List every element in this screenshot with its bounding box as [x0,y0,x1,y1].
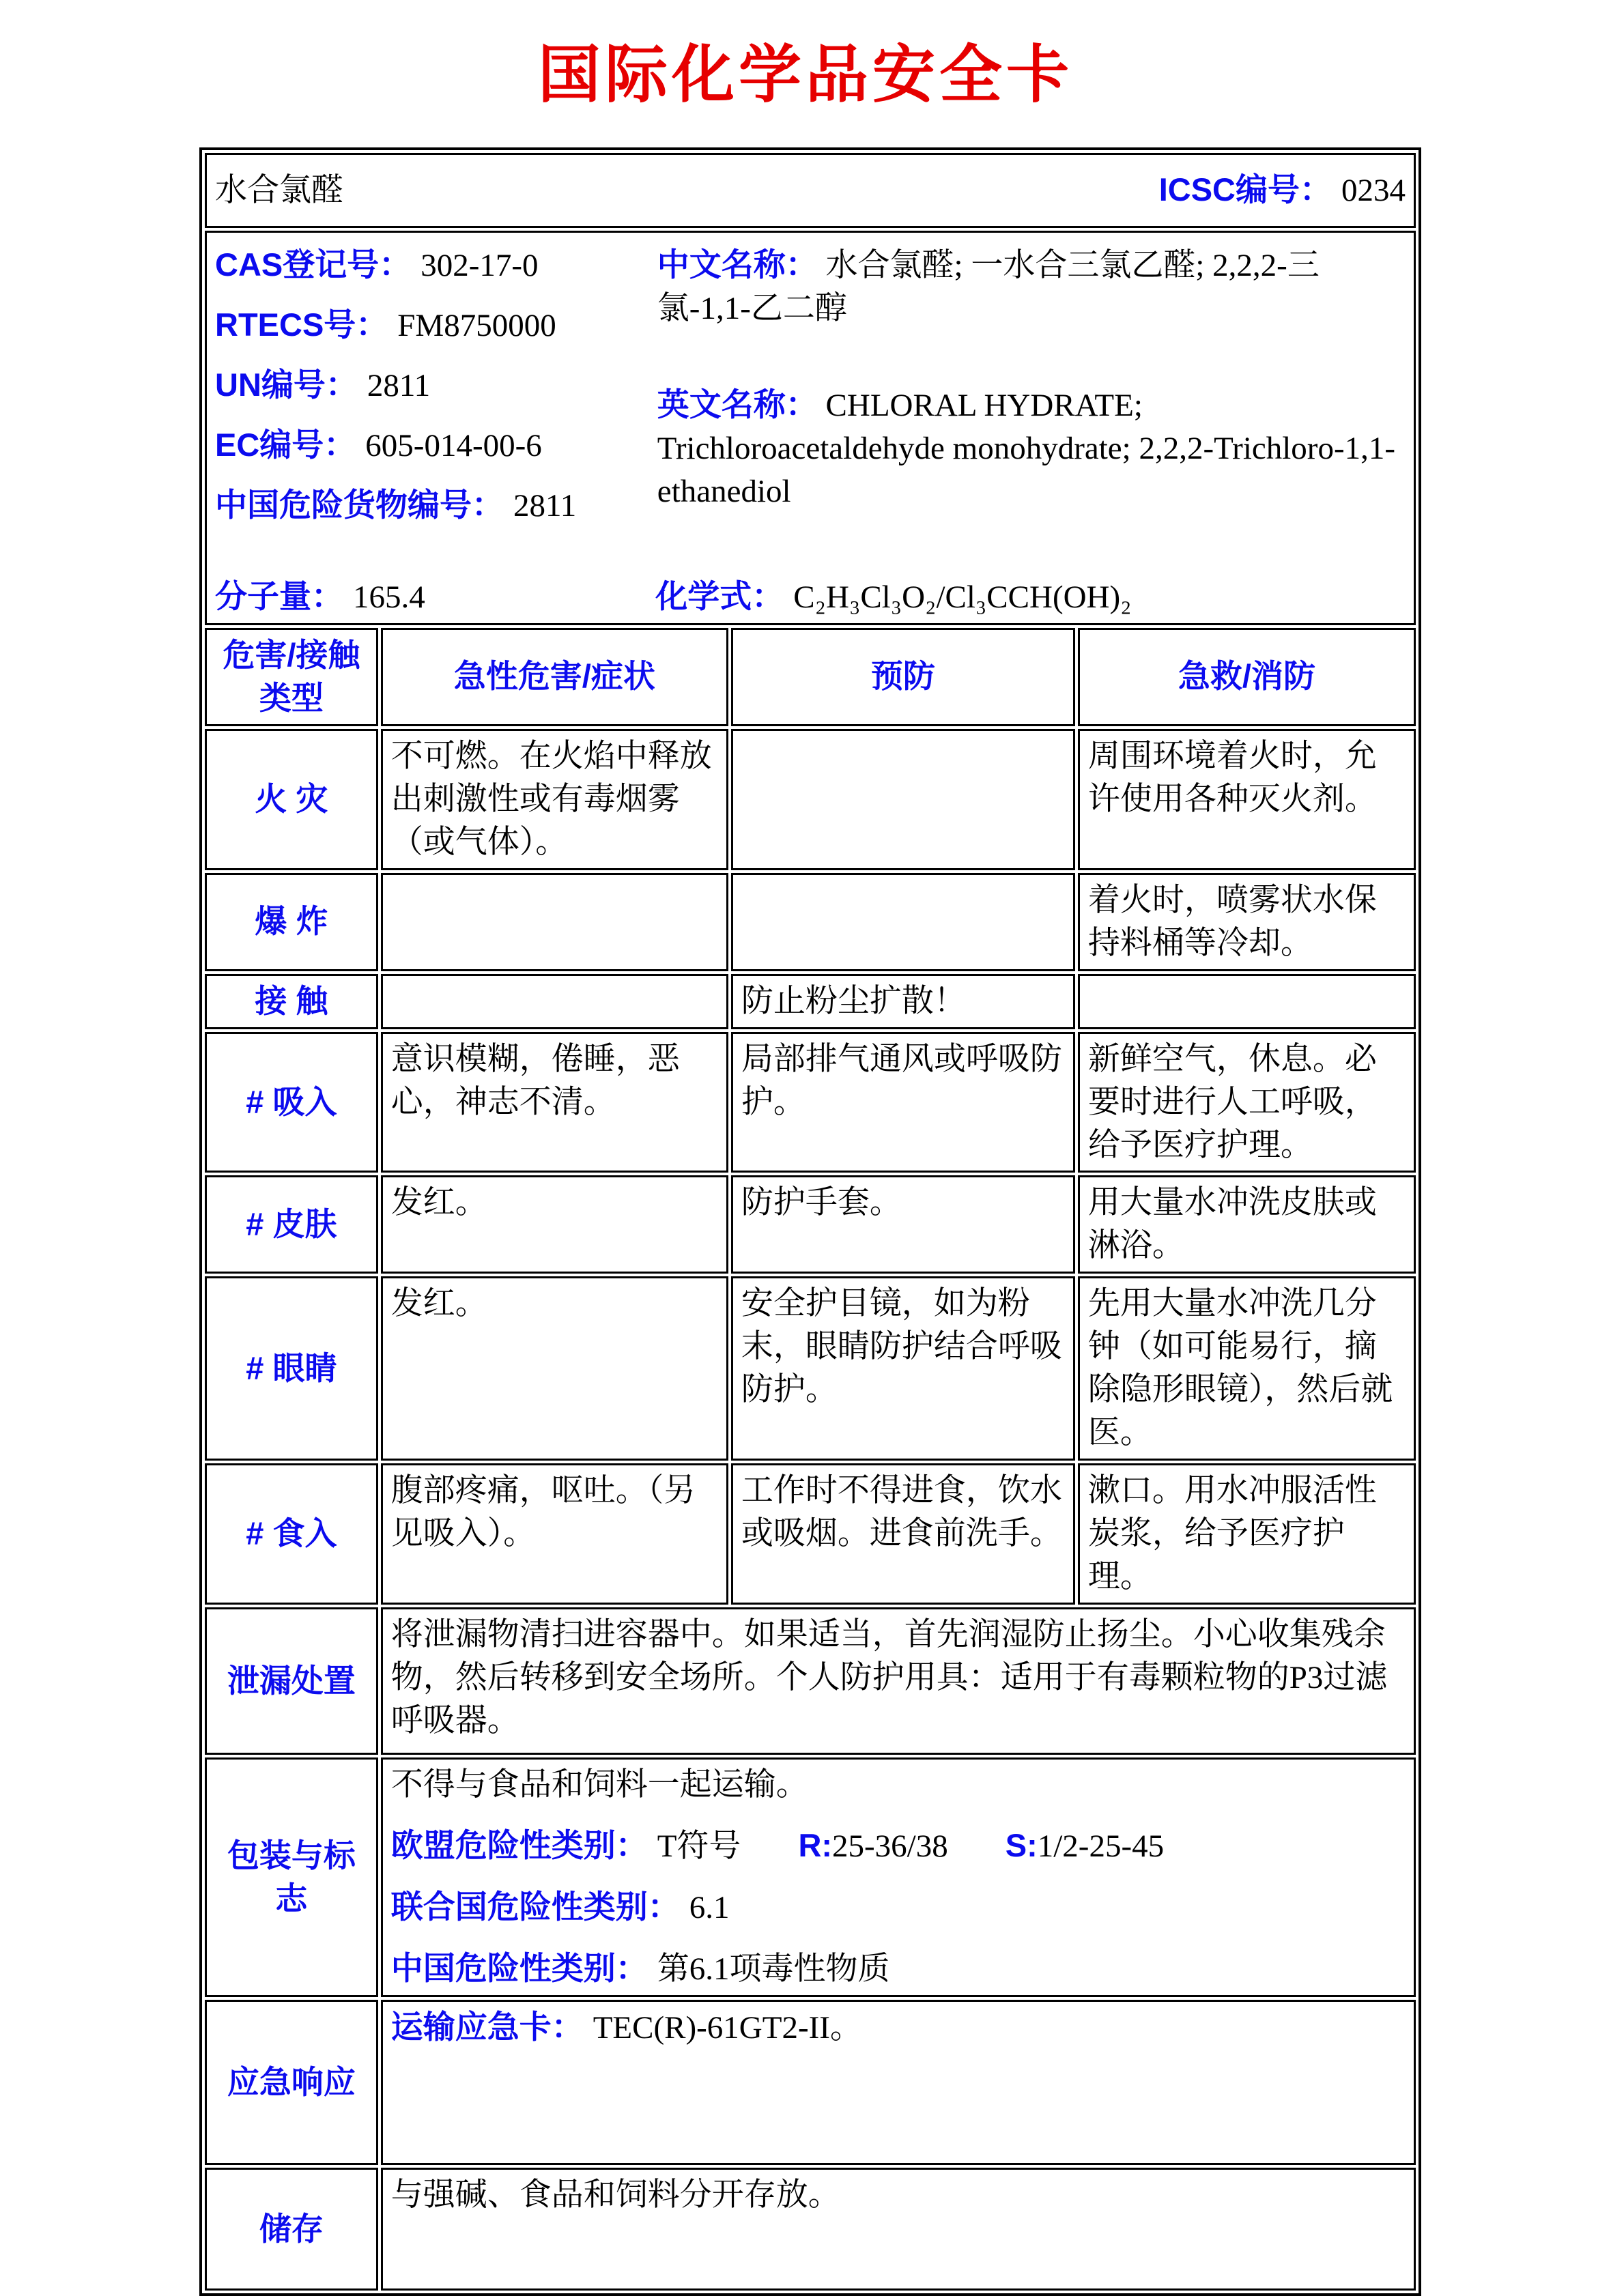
acute-hazard-cell [381,974,728,1029]
un-class-value: 6.1 [689,1890,730,1926]
molecular-weight-label: 分子量： [215,577,343,614]
column-header-acute: 急性危害/症状 [381,628,728,726]
un-label: UN编号： [215,366,358,403]
rtecs-value: FM8750000 [397,307,556,343]
column-header-type: 危害/接触类型 [205,628,378,726]
icsc-number-label: ICSC编号： [1158,171,1332,208]
first-aid-cell: 周围环境着火时，允许使用各种灭火剂。 [1078,729,1416,870]
s-phrase-value: 1/2-25-45 [1037,1828,1165,1865]
table-row-packaging [205,1757,1416,1997]
table-row-contact [205,974,1416,1029]
molecular-weight-value: 165.4 [353,579,425,615]
list-item [215,364,655,407]
prevention-cell: 防护手套。 [731,1175,1075,1274]
acute-hazard-cell: 发红。 [381,1276,728,1461]
list-item [215,484,655,528]
spill-label: 泄漏处置 [205,1607,378,1755]
table-row-emergency [205,2000,1416,2165]
table-row [205,231,1416,625]
table-row-storage [205,2168,1416,2291]
first-aid-cell: 着火时，喷雾状水保持料桶等冷却。 [1078,873,1416,971]
icsc-card [199,147,1421,2296]
ec-value: 605-014-00-6 [365,427,542,463]
storage-content: 与强碱、食品和饲料分开存放。 [381,2168,1416,2291]
chinese-name-line [657,244,1406,330]
china-dg-value: 2811 [513,487,577,523]
hazard-type-label: 接 触 [205,974,378,1029]
first-aid-cell: 新鲜空气，休息。必要时进行人工呼吸，给予医疗护理。 [1078,1032,1416,1173]
eu-hazard-line [391,1824,1406,1868]
transport-card-label: 运输应急卡： [390,2009,584,2046]
packaging-label: 包装与标志 [205,1757,378,1997]
hazard-type-label: # 食入 [205,1463,378,1605]
acute-hazard-cell: 发红。 [381,1175,728,1274]
r-phrase-label: R: [798,1827,833,1864]
hazard-type-label: # 吸入 [205,1032,378,1173]
first-aid-cell: 用大量水冲洗皮肤或淋浴。 [1078,1175,1416,1274]
english-name-value: CHLORAL HYDRATE; Trichloroacetaldehyde monohydrate; 2,2,2-Trichloro-1,1-ethanediol [657,387,1396,509]
cas-label: CAS登记号： [215,246,412,283]
chinese-name-label: 中文名称： [657,246,818,283]
table-row-skin [205,1175,1416,1274]
hazard-type-label: # 眼睛 [205,1276,378,1461]
storage-label: 储存 [205,2168,378,2291]
acute-hazard-cell: 不可燃。在火焰中释放出刺激性或有毒烟雾（或气体）。 [381,729,728,870]
packaging-content [381,1757,1416,1997]
identifier-list [215,237,655,544]
hazard-header-row [205,628,1416,726]
molecular-row [215,575,1406,619]
transport-card-value: TEC(R)-61GT2-II。 [593,2010,862,2046]
prevention-cell [731,873,1075,971]
list-item [215,244,655,287]
china-hazard-line [391,1947,1406,1991]
transport-note: 不得与食品和饲料一起运输。 [390,1767,808,1803]
list-item [215,424,655,468]
chemical-formula-label: 化学式： [655,577,784,614]
column-header-prevention: 预防 [731,628,1075,726]
table-row-ingestion [205,1463,1416,1605]
icsc-number [1159,169,1406,212]
eu-class-value: T符号 [657,1828,741,1865]
acute-hazard-cell [381,873,728,971]
hazard-type-label: 火 灾 [205,729,378,870]
r-phrase-value: 25-36/38 [832,1828,948,1865]
english-name-label: 英文名称： [657,386,818,422]
un-class-label: 联合国危险性类别： [390,1889,680,1925]
page-title: 国际化学品安全卡 [537,38,1073,111]
chemical-formula-value: C₂H₃Cl₃O₂/Cl₃CCH(OH)₂ [793,579,1132,615]
table-row-inhalation [205,1032,1416,1173]
prevention-cell [731,729,1075,870]
molecular-weight [215,575,655,619]
ec-label: EC编号： [215,426,356,463]
china-dg-label: 中国危险货物编号： [215,486,504,523]
first-aid-cell: 先用大量水冲洗几分钟（如可能易行，摘除隐形眼镜），然后就医。 [1078,1276,1416,1461]
list-item [215,304,655,347]
un-hazard-line [391,1886,1406,1929]
prevention-cell: 工作时不得进食，饮水或吸烟。进食前洗手。 [731,1463,1075,1605]
substance-name: 水合氯醛 [215,172,343,208]
icsc-table [199,147,1421,2296]
acute-hazard-cell: 腹部疼痛，呕吐。（另见吸入）。 [381,1463,728,1605]
table-row [205,153,1416,228]
china-class-label: 中国危险性类别： [390,1950,648,1987]
first-aid-cell [1078,974,1416,1029]
emergency-label: 应急响应 [205,2000,378,2165]
hazard-type-label: # 皮肤 [205,1175,378,1274]
column-header-firstaid: 急救/消防 [1078,628,1416,726]
chemical-formula [655,575,1131,619]
first-aid-cell: 漱口。用水冲服活性炭浆，给予医疗护理。 [1078,1463,1416,1605]
table-row-explosion [205,873,1416,971]
icsc-number-value: 0234 [1341,173,1406,209]
emergency-content [381,2000,1416,2165]
table-row-fire [205,729,1416,870]
china-class-value: 第6.1项毒性物质 [657,1951,890,1988]
rtecs-label: RTECS号： [215,306,388,343]
prevention-cell: 局部排气通风或呼吸防护。 [731,1032,1075,1173]
spill-content: 将泄漏物清扫进容器中。如果适当，首先润湿防止扬尘。小心收集残余物，然后转移到安全场所。个人防护用具：适用于有毒颗粒物的P3过滤呼吸器。 [381,1607,1416,1755]
english-name-line [657,384,1406,513]
hazard-type-label: 爆 炸 [205,873,378,971]
prevention-cell: 防止粉尘扩散！ [731,974,1075,1029]
name-block [655,237,1406,544]
table-row-spill [205,1607,1416,1755]
cas-value: 302-17-0 [420,248,539,283]
chinese-name-value: 水合氯醛; 一水合三氯乙醛; 2,2,2-三氯-1,1-乙二醇 [657,248,1320,326]
eu-class-label: 欧盟危险性类别： [390,1827,648,1864]
s-phrase-label: S: [1005,1827,1038,1864]
table-row-eyes [205,1276,1416,1461]
un-value: 2811 [367,367,431,403]
prevention-cell: 安全护目镜，如为粉末，眼睛防护结合呼吸防护。 [731,1276,1075,1461]
acute-hazard-cell: 意识模糊，倦睡，恶心，神志不清。 [381,1032,728,1173]
